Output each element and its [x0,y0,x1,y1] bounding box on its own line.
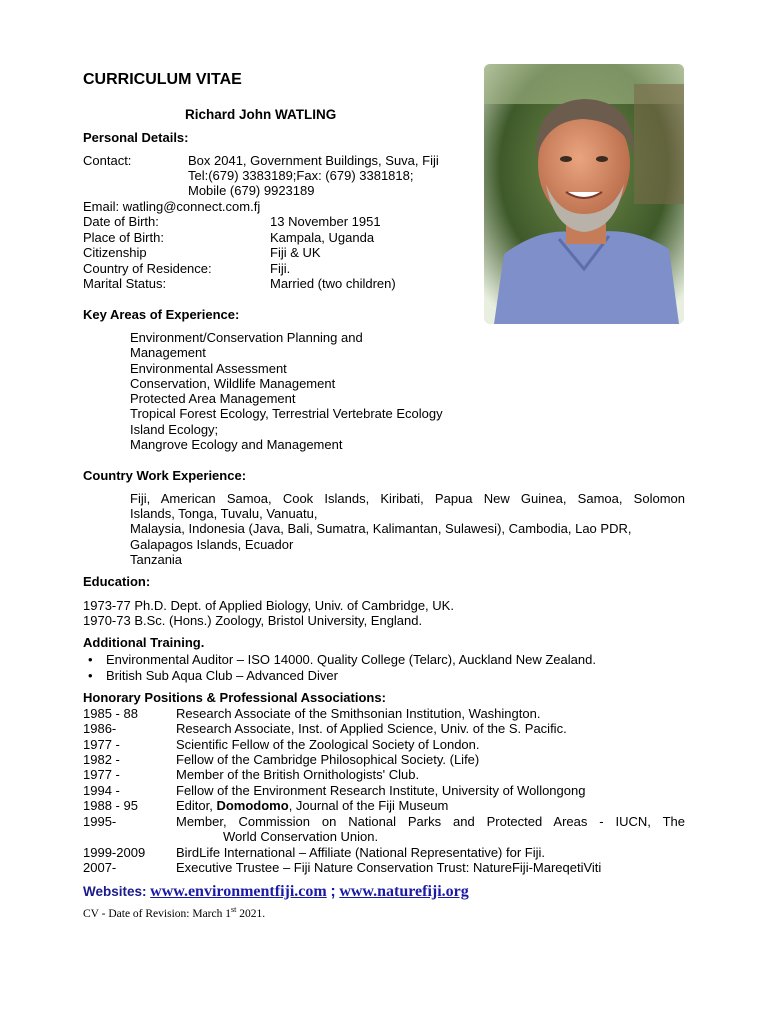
list-item: Protected Area Management [130,391,296,406]
field-label: Citizenship [83,245,147,260]
honorary-text: Scientific Fellow of the Zoological Society of London. [176,737,480,752]
bullet-icon: • [88,668,93,683]
list-item: Environment/Conservation Planning and [130,330,363,345]
websites-label: Websites: [83,884,147,899]
honorary-text: Editor, Domodomo, Journal of the Fiji Museum [176,798,449,813]
websites-row [83,883,469,901]
honorary-year: 1988 - 95 [83,798,138,813]
field-label: Country of Residence: [83,261,212,276]
field-label: Place of Birth: [83,230,164,245]
honorary-year: 1985 - 88 [83,706,138,721]
list-item: Environmental Assessment [130,361,287,376]
education-heading: Education: [83,574,151,589]
country-line: Malaysia, Indonesia (Java, Bali, Sumatra, Kalimantan, Sulawesi), Cambodia, Lao PDR, [130,521,632,536]
field-value: Fiji. [270,261,291,276]
honorary-year: 1982 - [83,752,120,767]
education-item: 1970-73 B.Sc. (Hons.) Zoology, Bristol University, England. [83,613,423,628]
honorary-text: Research Associate, Inst. of Applied Science, Univ. of the S. Pacific. [176,721,567,736]
contact-line: Mobile (679) 9923189 [188,183,315,198]
country-line: Tanzania [130,552,183,567]
honorary-text: Member of the British Ornithologists' Club. [176,767,420,782]
list-item: Island Ecology; [130,422,219,437]
training-item: British Sub Aqua Club – Advanced Diver [106,668,338,683]
honorary-text: Fellow of the Cambridge Philosophical Society. (Life) [176,752,480,767]
personal-details-heading: Personal Details: [83,130,189,145]
honorary-year: 2007- [83,860,117,875]
field-value: 13 November 1951 [270,214,381,229]
field-label: Marital Status: [83,276,167,291]
honorary-year: 1986- [83,721,117,736]
contact-line: Tel:(679) 3383189;Fax: (679) 3381818; [188,168,414,183]
journal-name: Domodomo [216,798,289,813]
contact-label: Contact: [83,153,132,168]
list-item: Management [130,345,206,360]
environmentfiji-link[interactable]: www.environmentfiji.com [150,883,327,900]
training-item: Environmental Auditor – ISO 14000. Quality College (Telarc), Auckland New Zealand. [106,652,596,667]
training-heading: Additional Training. [83,635,205,650]
honorary-text: Member, Commission on National Parks and Protected Areas - IUCN, The [176,814,685,829]
key-areas-heading: Key Areas of Experience: [83,307,240,322]
honorary-year: 1994 - [83,783,120,798]
field-label: Date of Birth: [83,214,159,229]
honorary-text: Fellow of the Environment Research Institute, University of Wollongong [176,783,586,798]
person-name: Richard John WATLING [185,107,337,122]
contact-line: Box 2041, Government Buildings, Suva, Fiji [188,153,439,168]
bullet-icon: • [88,652,93,667]
country-line: Islands, Tonga, Tuvalu, Vanuatu, [130,506,318,521]
honorary-text: Research Associate of the Smithsonian Institution, Washington. [176,706,541,721]
honorary-text: BirdLife International – Affiliate (National Representative) for Fiji. [176,845,546,860]
portrait-photo [484,64,684,324]
honorary-text: Executive Trustee – Fiji Nature Conservation Trust: NatureFiji-MareqetiViti [176,860,602,875]
field-value: Fiji & UK [270,245,321,260]
field-value: Married (two children) [270,276,396,291]
field-value: Kampala, Uganda [270,230,375,245]
country-line: Fiji, American Samoa, Cook Islands, Kiribati, Papua New Guinea, Samoa, Solomon [130,491,685,506]
naturefiji-link[interactable]: www.naturefiji.org [339,883,469,900]
page-title: CURRICULUM VITAE [83,71,242,88]
list-item: Conservation, Wildlife Management [130,376,336,391]
revision-date: CV - Date of Revision: March 1st 2021. [83,905,266,920]
honorary-text-cont: World Conservation Union. [223,829,379,844]
education-item: 1973-77 Ph.D. Dept. of Applied Biology, Univ. of Cambridge, UK. [83,598,454,613]
websites-separator: ; [330,883,336,900]
honorary-year: 1999-2009 [83,845,146,860]
email: Email: watling@connect.com.fj [83,199,261,214]
country-line: Galapagos Islands, Ecuador [130,537,294,552]
list-item: Tropical Forest Ecology, Terrestrial Vertebrate Ecology [130,406,443,421]
list-item: Mangrove Ecology and Management [130,437,343,452]
honorary-year: 1977 - [83,767,120,782]
honorary-year: 1977 - [83,737,120,752]
honorary-year: 1995- [83,814,117,829]
country-work-heading: Country Work Experience: [83,468,247,483]
honorary-heading: Honorary Positions & Professional Associations: [83,690,386,705]
